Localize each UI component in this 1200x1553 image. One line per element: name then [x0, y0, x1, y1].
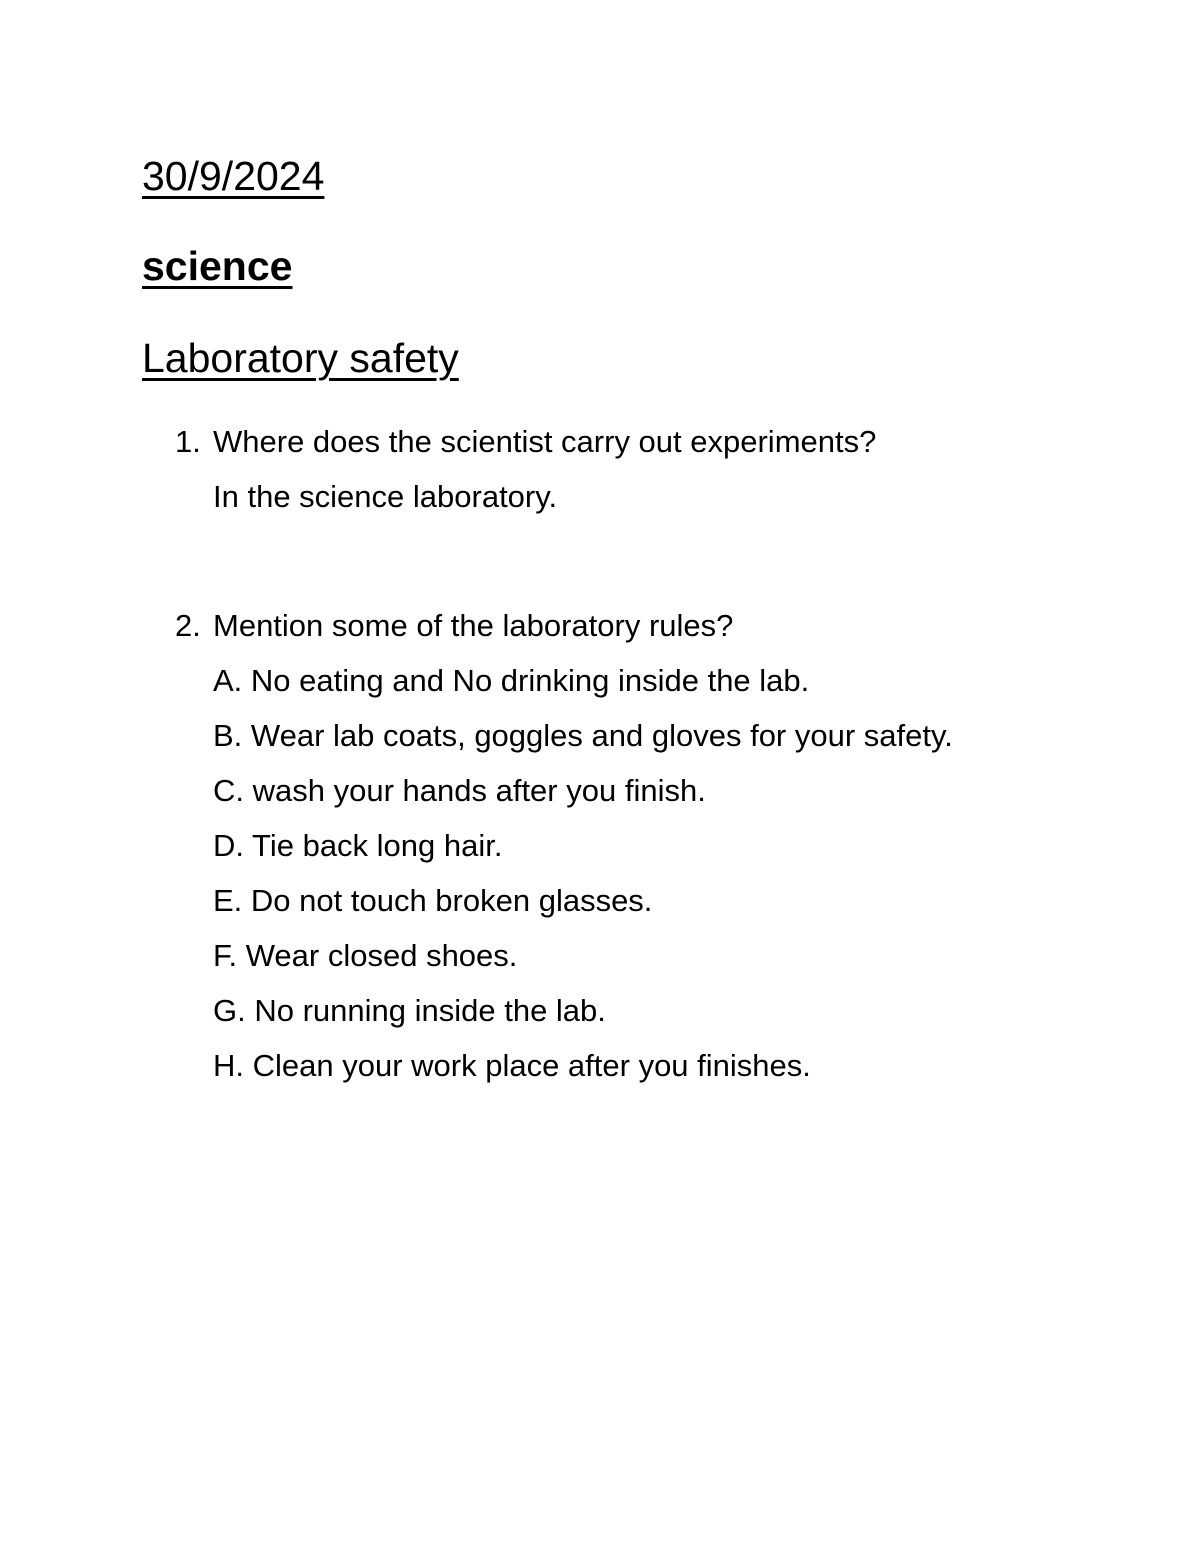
subject-heading: science [142, 243, 293, 289]
topic-heading: Laboratory safety [142, 335, 459, 381]
rule-item: G. No running inside the lab. [213, 993, 606, 1028]
question-1-answer: In the science laboratory. [213, 479, 558, 514]
rule-item: F. Wear closed shoes. [213, 938, 518, 973]
question-2 [175, 598, 733, 653]
rule-item: E. Do not touch broken glasses. [213, 883, 653, 918]
rule-item: D. Tie back long hair. [213, 828, 503, 863]
question-1-number: 1. [175, 424, 201, 459]
rule-item: H. Clean your work place after you finishes. [213, 1048, 811, 1083]
question-2-number: 2. [175, 608, 201, 643]
question-1 [175, 414, 876, 469]
rule-item: C. wash your hands after you finish. [213, 773, 706, 808]
question-1-text: Where does the scientist carry out experiments? [213, 424, 877, 459]
document-date: 30/9/2024 [142, 153, 325, 199]
rule-item: A. No eating and No drinking inside the lab. [213, 663, 810, 698]
question-2-text: Mention some of the laboratory rules? [213, 608, 734, 643]
rule-item: B. Wear lab coats, goggles and gloves for your safety. [213, 718, 953, 753]
